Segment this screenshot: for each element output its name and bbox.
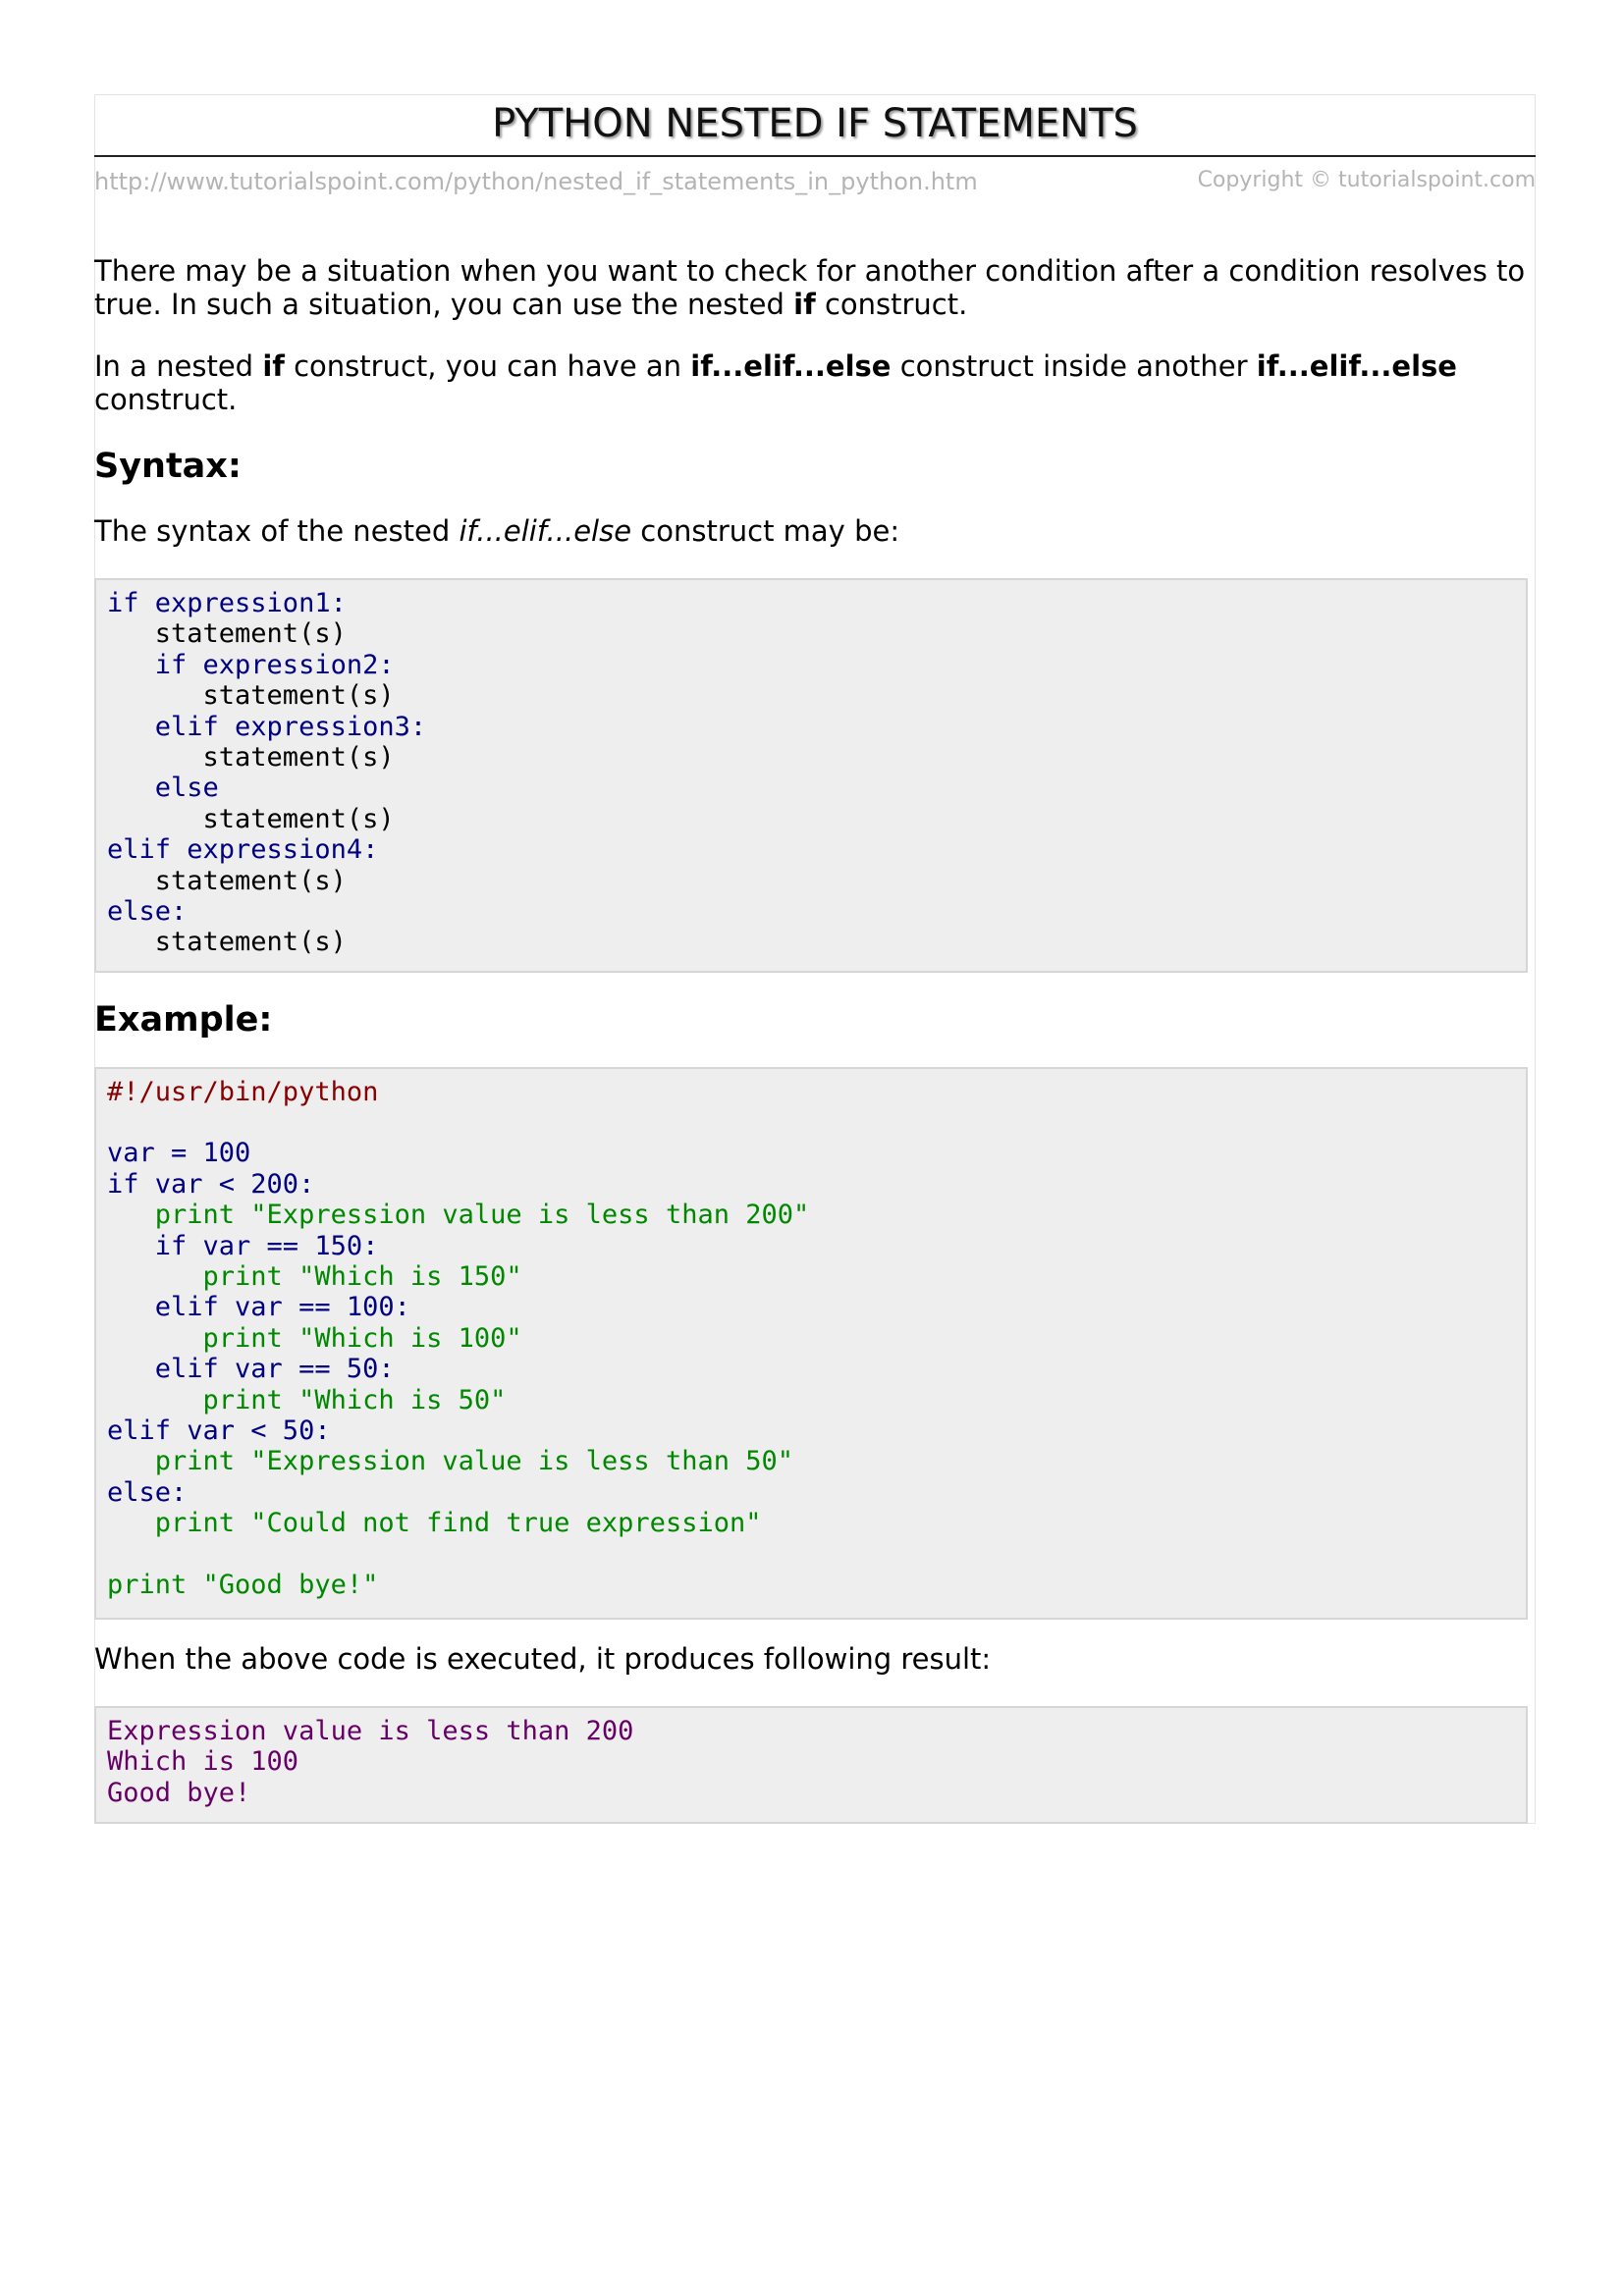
code-line (107, 1292, 1526, 1322)
code-line (107, 1138, 1526, 1168)
intro-paragraph-1 (94, 254, 1528, 321)
code-line (107, 1508, 1526, 1538)
syntax-heading: Syntax: (94, 447, 242, 486)
example-line-6: if var == 150: (107, 1230, 379, 1261)
syntax-line-8: statement(s) (107, 803, 395, 834)
example-line-8: elif var == 100: (107, 1292, 410, 1323)
copyright-notice[interactable]: Copyright © tutorialspoint.com (1197, 168, 1536, 192)
example-line-3: var = 100 (107, 1138, 251, 1169)
intro-p1-keyword: if (793, 288, 816, 321)
code-line (107, 773, 1526, 803)
syntax-line-10: statement(s) (107, 865, 347, 896)
code-line (107, 1323, 1526, 1354)
intro-p2-f: if...elif...else (1256, 349, 1457, 383)
page-title: PYTHON NESTED IF STATEMENTS (492, 101, 1138, 146)
code-line (107, 650, 1526, 680)
output-line-3: Good bye! (107, 1777, 251, 1808)
syntax-line-11: else: (107, 896, 188, 928)
code-line (107, 588, 1526, 618)
example-line-9: print "Which is 100" (107, 1322, 522, 1354)
example-line-7: print "Which is 150" (107, 1261, 522, 1293)
code-line (107, 1200, 1526, 1230)
syntax-line-3: if expression2: (107, 649, 395, 680)
code-line (107, 1385, 1526, 1415)
code-line (107, 1446, 1526, 1476)
example-line-1: #!/usr/bin/python (107, 1077, 379, 1107)
syntax-code (107, 588, 1526, 958)
code-line (107, 742, 1526, 773)
syntax-desc-b: if...elif...else (459, 514, 632, 548)
intro-p2-e: construct inside another (899, 349, 1248, 383)
syntax-line-12: statement(s) (107, 927, 347, 958)
code-line (107, 896, 1526, 927)
output-line-2: Which is 100 (107, 1746, 299, 1778)
example-line-14: else: (107, 1476, 188, 1508)
code-line (107, 804, 1526, 834)
code-line (107, 1778, 1526, 1808)
example-line-12: elif var < 50: (107, 1415, 331, 1447)
code-line (107, 1354, 1526, 1384)
syntax-line-5: elif expression3: (107, 711, 427, 742)
source-url[interactable]: http://www.tutorialspoint.com/python/nested_if_statements_in_python.htm (94, 168, 978, 195)
code-line (107, 1477, 1526, 1508)
syntax-line-7: else (107, 773, 219, 804)
syntax-code-block[interactable] (94, 578, 1528, 973)
code-line (107, 1716, 1526, 1746)
output-line-1: Expression value is less than 200 (107, 1716, 634, 1746)
code-line (107, 1107, 1526, 1138)
code-line (107, 1570, 1526, 1600)
example-line-10: elif var == 50: (107, 1354, 395, 1385)
intro-p1-text: There may be a situation when you want to check for another condition after a condition resolves to true. In such a situation, you can use the nested (94, 254, 1526, 321)
code-line (107, 927, 1526, 957)
example-line-17: print "Good bye!" (107, 1569, 379, 1600)
syntax-line-9: elif expression4: (107, 834, 379, 866)
code-line (107, 1415, 1526, 1446)
intro-p2-a: In a nested (94, 349, 254, 383)
code-line (107, 1077, 1526, 1107)
intro-p2-c: construct, you can have an (294, 349, 682, 383)
example-line-11: print "Which is 50" (107, 1384, 507, 1415)
code-line (107, 1169, 1526, 1200)
example-line-15: print "Could not find true expression" (107, 1508, 762, 1539)
title-divider (94, 155, 1536, 157)
output-code-block[interactable] (94, 1706, 1528, 1824)
example-line-5: print "Expression value is less than 200" (107, 1200, 810, 1231)
code-line (107, 618, 1526, 649)
syntax-line-4: statement(s) (107, 680, 395, 712)
syntax-desc-a: The syntax of the nested (94, 514, 451, 548)
example-code (107, 1077, 1526, 1600)
example-line-4: if var < 200: (107, 1168, 315, 1200)
example-code-block[interactable] (94, 1067, 1528, 1620)
code-line (107, 1746, 1526, 1777)
syntax-desc-c: construct may be: (640, 514, 900, 548)
code-line (107, 712, 1526, 742)
example-heading: Example: (94, 1000, 273, 1040)
syntax-line-1: if expression1: (107, 588, 347, 618)
code-line (107, 834, 1526, 865)
syntax-description (94, 514, 1528, 548)
code-line (107, 1261, 1526, 1292)
output-code (107, 1716, 1526, 1808)
code-line (107, 1539, 1526, 1570)
intro-p1-end: construct. (824, 288, 968, 321)
result-intro: When the above code is executed, it produces following result: (94, 1642, 992, 1676)
syntax-line-2: statement(s) (107, 618, 347, 650)
code-line (107, 680, 1526, 711)
intro-p2-d: if...elif...else (690, 349, 892, 383)
syntax-line-6: statement(s) (107, 742, 395, 774)
example-line-13: print "Expression value is less than 50" (107, 1446, 793, 1477)
intro-p2-b: if (262, 349, 285, 383)
code-line (107, 1231, 1526, 1261)
intro-p2-g: construct. (94, 383, 238, 416)
code-line (107, 866, 1526, 896)
intro-paragraph-2 (94, 349, 1528, 416)
